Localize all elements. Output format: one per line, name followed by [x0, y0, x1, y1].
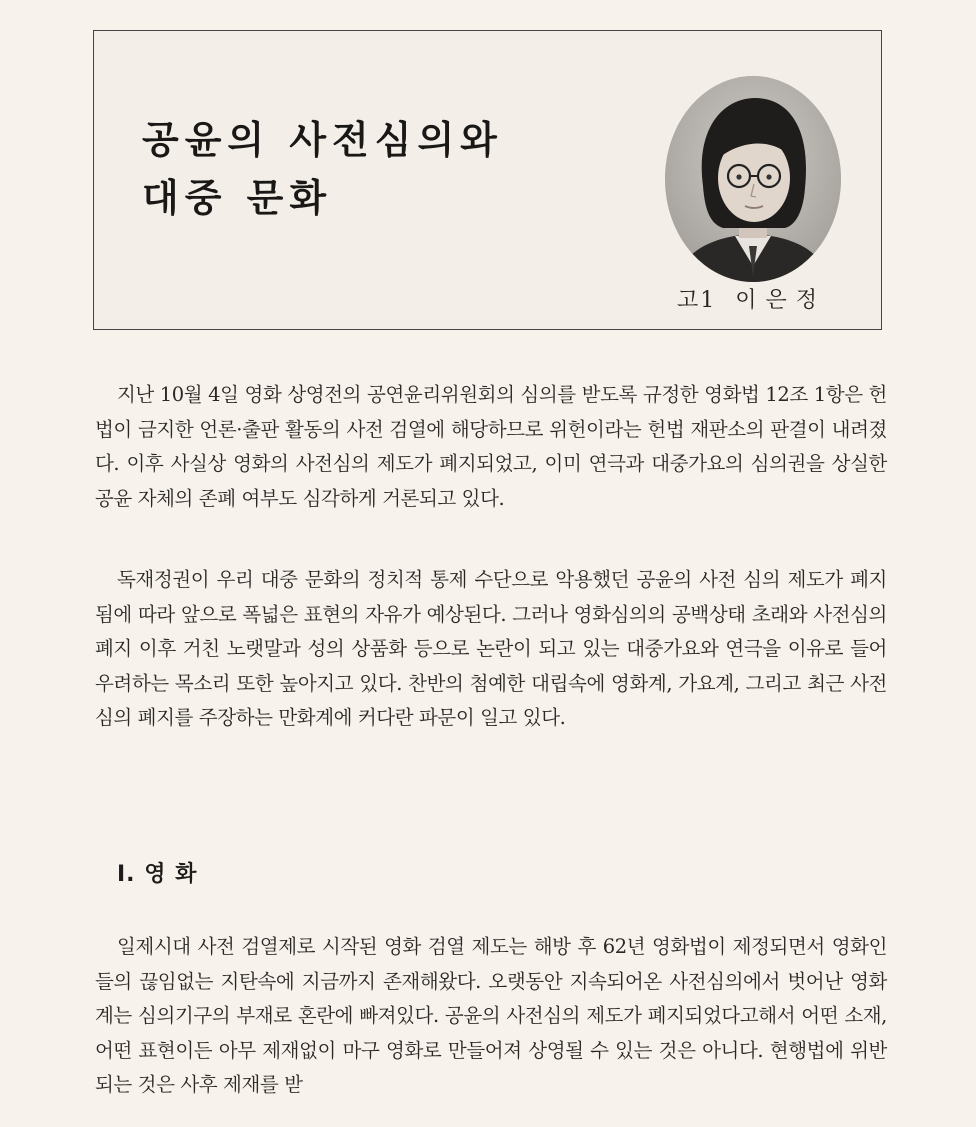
section-heading-film: Ⅰ. 영 화 — [117, 862, 198, 887]
author-portrait-image — [665, 76, 841, 282]
article-title-line-1: 공윤의 사전심의와 — [142, 118, 503, 162]
article-title-line-2: 대중 문화 — [142, 176, 333, 220]
article-header-box — [93, 30, 882, 330]
author-photo — [665, 76, 841, 282]
author-grade: 고1 — [676, 288, 717, 313]
author-name: 이은정 — [735, 288, 826, 313]
body-paragraph-1: 지난 10월 4일 영화 상영전의 공연윤리위원회의 심의를 받도록 규정한 영화법 12조 1항은 헌법이 금지한 언론·출판 활동의 사전 검열에 해당하므로 위헌이라는 헌법 재판소의 판결이 내려졌다. 이후 사실상 영화의 사전심의 제도가 폐지되었고, 이미 연극과 대중가요의 심의권을 상실한 공윤 자체의 존폐 여부도 심각하게 거론되고 있다. — [95, 383, 887, 510]
article-title — [142, 111, 503, 227]
body-paragraph-2: 독재정권이 우리 대중 문화의 정치적 통제 수단으로 악용했던 공윤의 사전 심의 제도가 폐지됨에 따라 앞으로 폭넓은 표현의 자유가 예상된다. 그러나 영화심의의 공백상태 초래와 사전심의 폐지 이후 거친 노랫말과 성의 상품화 등으로 논란이 되고 있는 대중가요와 연극을 이유로 들어 우려하는 목소리 또한 높아지고 있다. 찬반의 첨예한 대립속에 영화계, 가요계, 그리고 최근 사전 심의 폐지를 주장하는 만화계에 커다란 파문이 일고 있다. — [95, 568, 887, 729]
author-byline — [677, 283, 826, 314]
body-paragraph-3: 일제시대 사전 검열제로 시작된 영화 검열 제도는 해방 후 62년 영화법이 제정되면서 영화인들의 끊임없는 지탄속에 지금까지 존재해왔다. 오랫동안 지속되어온 사전심의에서 벗어난 영화계는 심의기구의 부재로 혼란에 빠져있다. 공윤의 사전심의 제도가 폐지되었다고해서 어떤 소재, 어떤 표현이든 아무 제재없이 마구 영화로 만들어져 상영될 수 있는 것은 아니다. 현행법에 위반되는 것은 사후 제재를 받 — [95, 935, 887, 1096]
